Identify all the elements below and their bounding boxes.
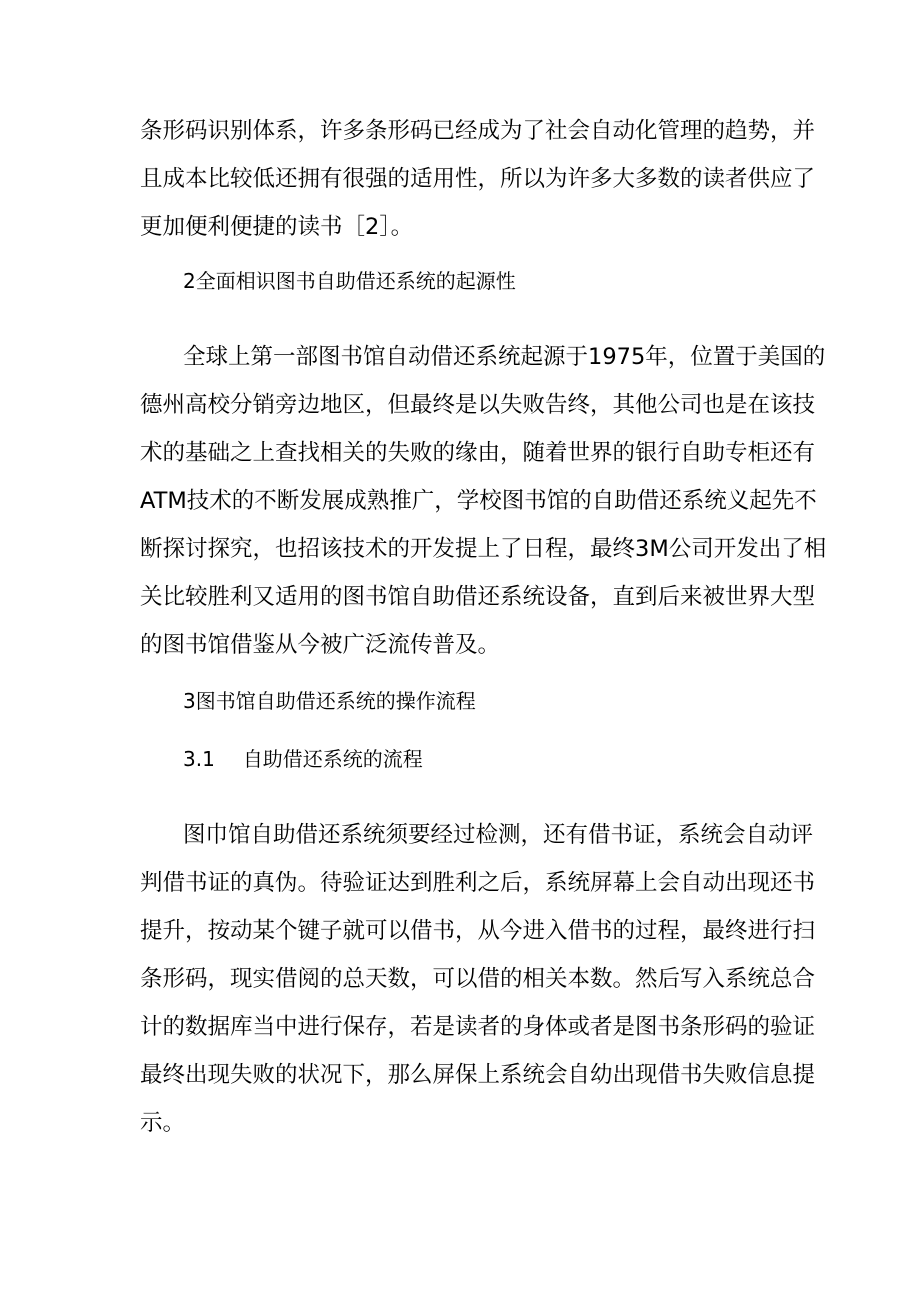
paragraph-2-line-6: 关比较胜利又适用的图书馆自助借还系统设备，直到后来被世界大型 (140, 584, 816, 610)
subsection-title: 自助借还系统的流程 (242, 747, 423, 771)
paragraph-1-line-2: 且成本比较低还拥有很强的适用性，所以为许多大多数的读者供应了 (140, 166, 816, 192)
paragraph-2-line-2: 德州高校分销旁边地区，但最终是以失败告终，其他公司也是在该技 (140, 392, 816, 418)
paragraph-2-line-7: 的图书馆借鉴从今被广泛流传普及。 (140, 632, 501, 658)
subsection-heading-3-1 (183, 744, 423, 774)
paragraph-2-line-5: 断探讨探究，也招该技术的开发提上了日程，最终3M公司开发出了相 (140, 536, 827, 562)
section-heading-3: 3图书馆自助借还系统的操作流程 (183, 689, 476, 713)
paragraph-3-line-6: 最终出现失败的状况下，那么屏保上系统会自幼出现借书失败信息提 (140, 1062, 816, 1088)
paragraph-3-line-3: 提升，按动某个键子就可以借书，从今进入借书的过程，最终进行扫 (140, 918, 816, 944)
paragraph-1-line-1: 条形码识别体系，许多条形码已经成为了社会自动化管理的趋势，并 (140, 118, 816, 144)
paragraph-2-line-3: 术的基础之上查找相关的失败的缘由，随着世界的银行自助专柜还有 (140, 440, 816, 466)
paragraph-3-line-2: 判借书证的真伪。待验证达到胜利之后，系统屏幕上会自动出现还书 (140, 870, 816, 896)
paragraph-3-line-4: 条形码，现实借阅的总天数，可以借的相关本数。然后写入系统总合 (140, 966, 816, 992)
subsection-number: 3.1 (183, 747, 215, 771)
paragraph-3-line-5: 计的数据库当中进行保存，若是读者的身体或者是图书条形码的验证 (140, 1014, 816, 1040)
paragraph-3-line-1: 图巾馆自助借还系统须要经过检测，还有借书证，系统会自动评 (183, 822, 814, 848)
section-heading-2: 2全面相识图书自助借还系统的起源性 (183, 269, 516, 293)
paragraph-2-line-1: 全球上第一部图书馆自动借还系统起源于1975年，位置于美国的 (183, 344, 826, 370)
paragraph-1-line-3: 更加便利便捷的读书［2］。 (140, 214, 414, 240)
paragraph-3-line-7: 示。 (140, 1110, 186, 1136)
paragraph-2-line-4: ATM技术的不断发展成熟推广，学校图书馆的自助借还系统义起先不 (140, 488, 817, 514)
